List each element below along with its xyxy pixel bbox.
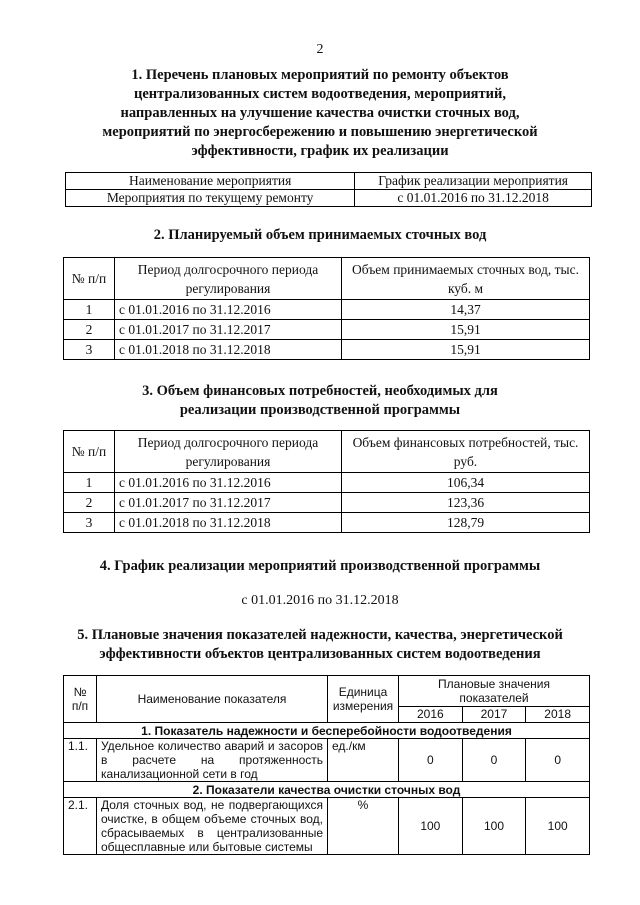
header-num: № п/п [64,676,97,723]
row-period: с 01.01.2016 по 31.12.2016 [115,473,342,493]
table-row [64,798,590,855]
section1-title-line: направленных на улучшение качества очистки сточных вод, [120,105,520,121]
row-num: 1 [64,473,115,493]
table-row [64,513,590,533]
table-header-row [66,173,592,190]
table-group-row [64,782,590,798]
table-group-row [64,723,590,739]
section1-title-line: 1. Перечень плановых мероприятий по ремонту объектов [131,67,509,83]
header-financial-needs: Объем финансовых потребностей, тыс. руб. [342,431,590,473]
section4-title: 4. График реализации мероприятий производственной программы [99,558,541,574]
section3-title-line: 3. Объем финансовых потребностей, необходимых для [142,383,498,399]
section5-title-line: эффективности объектов централизованных систем водоотведения [99,646,541,662]
row-volume: 15,91 [342,340,590,360]
row-num: 2.1. [64,798,97,855]
header-volume: Объем принимаемых сточных вод, тыс. куб. м [342,258,590,300]
table-row [64,320,590,340]
section4-period: с 01.01.2016 по 31.12.2018 [241,593,399,608]
indicators-table [63,675,590,855]
row-num: 3 [64,513,115,533]
row-value: 0 [526,739,590,782]
group-title: 1. Показатель надежности и бесперебойности водоотведения [64,723,590,739]
header-num: № п/п [64,258,115,300]
table-row [64,493,590,513]
wastewater-volume-table [63,257,590,360]
row-unit: % [328,798,399,855]
row-amount: 123,36 [342,493,590,513]
row-num: 2 [64,493,115,513]
table-row [64,300,590,320]
section1-title-line: эффективности, график их реализации [191,143,449,159]
header-unit: Единица измерения [328,676,399,723]
row-indicator-name: Удельное количество аварий и засоров в расчете на протяженность канализационной сети в год [97,739,328,782]
header-year: 2017 [462,706,526,722]
row-period: с 01.01.2018 по 31.12.2018 [115,513,342,533]
activity-schedule-cell: с 01.01.2016 по 31.12.2018 [355,190,592,207]
section1-title-line: мероприятий по энергосбережению и повышению энергетической [102,124,538,140]
activities-table [65,172,592,207]
row-num: 1.1. [64,739,97,782]
header-planned-values: Плановые значения показателей [399,676,590,707]
header-year: 2016 [399,706,463,722]
header-activity-name: Наименование мероприятия [66,173,355,190]
row-value: 100 [462,798,526,855]
row-amount: 128,79 [342,513,590,533]
table-row [64,739,590,782]
row-num: 2 [64,320,115,340]
header-period: Период долгосрочного периода регулирования [115,431,342,473]
section1-title [0,66,640,161]
row-value: 100 [526,798,590,855]
table-row [66,190,592,207]
activity-name-cell: Мероприятия по текущему ремонту [66,190,355,207]
row-num: 3 [64,340,115,360]
table-header-row [64,676,590,707]
table-header-row [64,431,590,473]
group-title: 2. Показатели качества очистки сточных вод [64,782,590,798]
row-period: с 01.01.2017 по 31.12.2017 [115,493,342,513]
section5-title-line: 5. Плановые значения показателей надежности, качества, энергетической [77,627,563,643]
row-volume: 15,91 [342,320,590,340]
row-period: с 01.01.2017 по 31.12.2017 [115,320,342,340]
row-period: с 01.01.2016 по 31.12.2016 [115,300,342,320]
row-period: с 01.01.2018 по 31.12.2018 [115,340,342,360]
section1-title-line: централизованных систем водоотведения, мероприятий, [134,86,506,102]
row-indicator-name: Доля сточных вод, не подвергающихся очистке, в общем объеме сточных вод, сбрасываемых в централизованные общесплавные или бытовые системы [97,798,328,855]
table-row [64,340,590,360]
header-num: № п/п [64,431,115,473]
section3-title-line: реализации производственной программы [179,402,461,418]
row-value: 0 [399,739,463,782]
section3-title [0,382,640,420]
row-value: 0 [462,739,526,782]
table-header-row [64,258,590,300]
header-indicator-name: Наименование показателя [97,676,328,723]
row-unit: ед./км [328,739,399,782]
row-num: 1 [64,300,115,320]
table-row [64,473,590,493]
header-year: 2018 [526,706,590,722]
row-volume: 14,37 [342,300,590,320]
header-schedule: График реализации мероприятия [355,173,592,190]
row-value: 100 [399,798,463,855]
financial-needs-table [63,430,590,533]
row-amount: 106,34 [342,473,590,493]
header-period: Период долгосрочного периода регулирования [115,258,342,300]
page-number: 2 [316,42,324,57]
section5-title [0,626,640,664]
section2-title: 2. Планируемый объем принимаемых сточных вод [153,227,487,243]
